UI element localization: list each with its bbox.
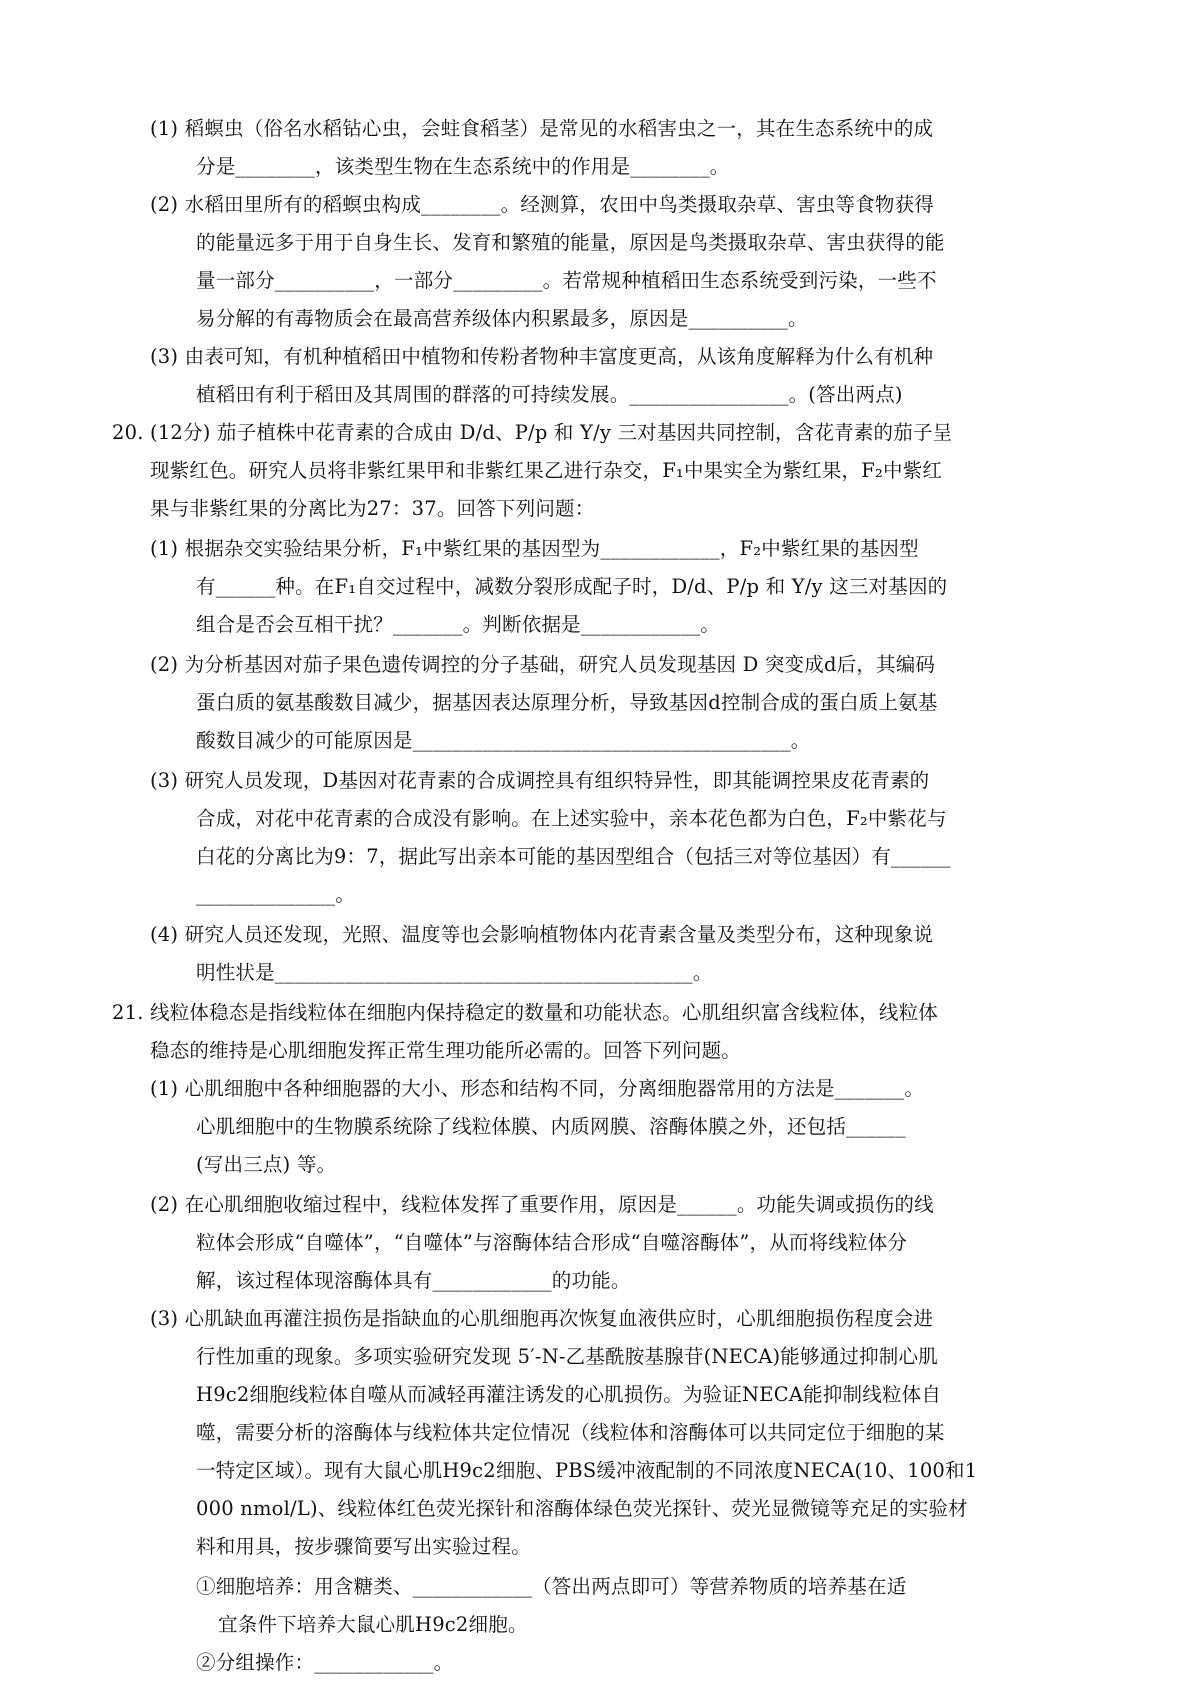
q20-line-8: 蛋白质的氨基酸数目减少，据基因表达原理分析，导致基因d控制合成的蛋白质上氨基 <box>196 691 938 714</box>
q21-line-4: 心肌细胞中的生物膜系统除了线粒体膜、内质网膜、溶酶体膜之外，还包括______ <box>196 1115 906 1138</box>
q20-line-14: (4) 研究人员还发现，光照、温度等也会影响植物体内花青素含量及类型分布，这种现象说 <box>150 923 934 946</box>
q21-stem-line-1: 21. 线粒体稳态是指线粒体在细胞内保持稳定的数量和功能状态。心肌组织富含线粒体，线粒体 <box>112 1001 939 1024</box>
q21-line-13: 一特定区域）。现有大鼠心肌H9c2细胞、PBS缓冲液配制的不同浓度NECA(10、100和1 <box>196 1459 978 1482</box>
q21-line-14: 000 nmol/L)、线粒体红色荧光探针和溶酶体绿色荧光探针、荧光显微镜等充足的实验材 <box>196 1497 968 1520</box>
q21-stem-line-2: 稳态的维持是心肌细胞发挥正常生理功能所必需的。回答下列问题。 <box>150 1039 742 1062</box>
q20-line-9: 酸数目减少的可能原因是______________________________________。 <box>196 729 811 752</box>
q19-line-4: 的能量远多于用于自身生长、发育和繁殖的能量，原因是鸟类摄取杂草、害虫获得的能 <box>196 231 945 254</box>
q21-line-3: (1) 心肌细胞中各种细胞器的大小、形态和结构不同，分离细胞器常用的方法是_______。 <box>150 1077 925 1100</box>
q19-line-8: 植稻田有利于稻田及其周围的群落的可持续发展。________________。(答出两点) <box>196 383 903 406</box>
q21-line-16: ①细胞培养：用含糖类、____________（答出两点即可）等营养物质的培养基在适 <box>196 1575 907 1598</box>
q21-line-7: 粒体会形成“自噬体”，“自噬体”与溶酶体结合形成“自噬溶酶体”，从而将线粒体分 <box>196 1231 908 1254</box>
q21-line-11: H9c2细胞线粒体自噬从而减轻再灌注诱发的心肌损伤。为验证NECA能抑制线粒体自 <box>196 1383 942 1406</box>
q21-line-10: 行性加重的现象。多项实验研究发现 5′-N-乙基酰胺基腺苷(NECA)能够通过抑制心肌 <box>196 1345 938 1368</box>
q20-stem-line-3: 果与非紫红果的分离比为27：37。回答下列问题： <box>150 497 595 520</box>
q20-line-5: 有______种。在F₁自交过程中，减数分裂形成配子时，D/d、P/p 和 Y/y 这三对基因的 <box>196 575 948 598</box>
q20-line-15: 明性状是__________________________________________。 <box>196 961 713 984</box>
q20-line-4: (1) 根据杂交实验结果分析，F₁中紫红果的基因型为____________，F₂中紫红果的基因型 <box>150 537 919 560</box>
q20-line-7: (2) 为分析基因对茄子果色遗传调控的分子基础，研究人员发现基因 D 突变成d后，其编码 <box>150 653 936 676</box>
q20-line-6: 组合是否会互相干扰？_______。判断依据是____________。 <box>196 613 720 636</box>
q19-line-2: 分是________，该类型生物在生态系统中的作用是________。 <box>196 155 730 178</box>
q20-stem-line-2: 现紫红色。研究人员将非紫红果甲和非紫红果乙进行杂交，F₁中果实全为紫红果，F₂中紫红 <box>150 459 943 482</box>
q20-line-13: ______________。 <box>196 883 355 906</box>
q20-line-10: (3) 研究人员发现，D基因对花青素的合成调控具有组织特异性，即其能调控果皮花青素的 <box>150 769 930 792</box>
q21-line-8: 解，该过程体现溶酶体具有____________的功能。 <box>196 1269 631 1292</box>
q21-line-12: 噬，需要分析的溶酶体与线粒体共定位情况（线粒体和溶酶体可以共同定位于细胞的某 <box>196 1421 945 1444</box>
q19-line-5: 量一部分__________，一部分_________。若常规种植稻田生态系统受到污染，一些不 <box>196 269 937 292</box>
q20-line-11: 合成，对花中花青素的合成没有影响。在上述实验中，亲本花色都为白色，F₂中紫花与 <box>196 807 947 830</box>
q21-line-18: ②分组操作：____________。 <box>196 1651 454 1674</box>
q21-line-5: (写出三点) 等。 <box>196 1153 337 1176</box>
q21-line-9: (3) 心肌缺血再灌注损伤是指缺血的心肌细胞再次恢复血液供应时，心肌细胞损伤程度会进 <box>150 1307 934 1330</box>
q20-stem-line-1: 20. (12分) 茄子植株中花青素的合成由 D/d、P/p 和 Y/y 三对基因共同控制，含花青素的茄子呈 <box>112 421 953 444</box>
q19-line-3: (2) 水稻田里所有的稻螟虫构成________。经测算，农田中鸟类摄取杂草、害虫等食物获得 <box>150 193 935 216</box>
q21-line-17: 宜条件下培养大鼠心肌H9c2细胞。 <box>218 1613 528 1636</box>
q20-line-12: 白花的分离比为9：7，据此写出亲本可能的基因型组合（包括三对等位基因）有______ <box>196 845 951 868</box>
q19-line-6: 易分解的有毒物质会在最高营养级体内积累最多，原因是__________。 <box>196 307 808 330</box>
q21-line-6: (2) 在心肌细胞收缩过程中，线粒体发挥了重要作用，原因是______。功能失调或损伤的线 <box>150 1193 934 1216</box>
q21-line-15: 料和用具，按步骤简要写出实验过程。 <box>196 1535 531 1558</box>
q19-line-1: (1) 稻螟虫（俗名水稻钻心虫，会蛀食稻茎）是常见的水稻害虫之一，其在生态系统中的成 <box>150 117 934 140</box>
q19-line-7: (3) 由表可知，有机种植稻田中植物和传粉者物种丰富度更高，从该角度解释为什么有机种 <box>150 345 934 368</box>
